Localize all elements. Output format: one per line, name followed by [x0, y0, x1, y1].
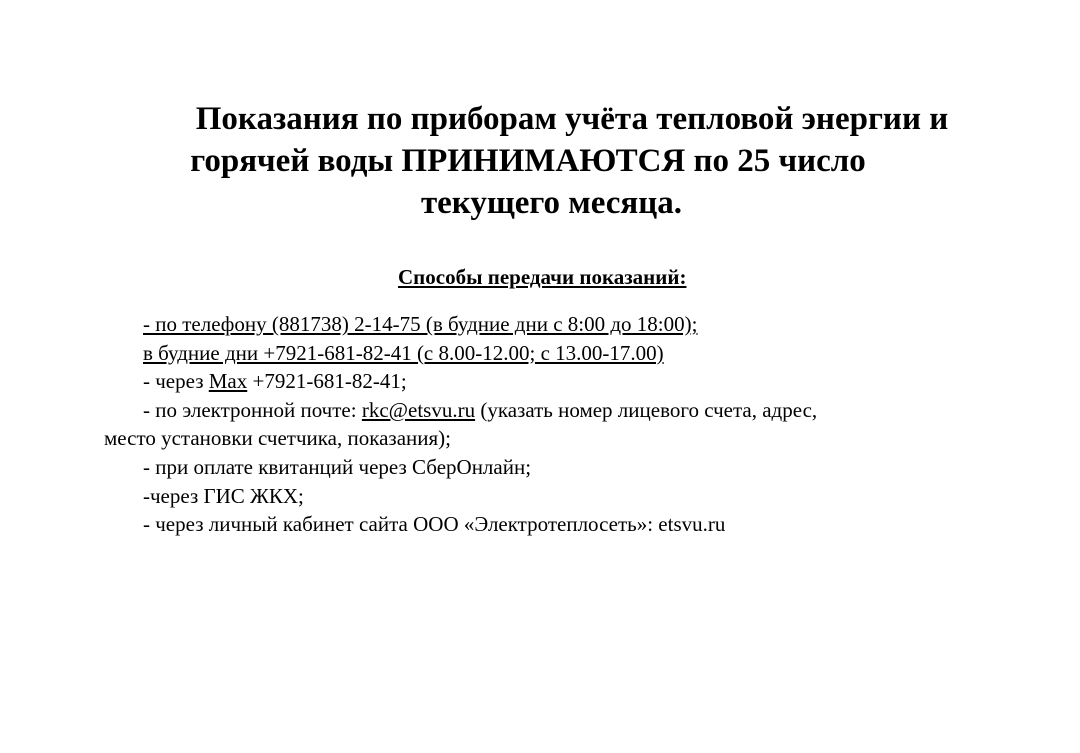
- title-line-3: текущего месяца.: [420, 185, 683, 221]
- email-instructions: (указать номер лицевого счета, адрес,: [475, 397, 818, 422]
- email-prefix: - по электронной почте:: [143, 397, 362, 422]
- max-phone: +7921-681-82-41;: [247, 369, 407, 394]
- methods-list: [104, 310, 1004, 539]
- method-phone-weekdays: в будние дни +7921-681-82-41 (с 8.00-12.00; с 13.00-17.00): [143, 340, 664, 365]
- method-email: [104, 396, 1004, 425]
- email-link[interactable]: rkc@etsvu.ru: [361, 397, 476, 422]
- method-gis-zhkh: -через ГИС ЖКХ;: [143, 483, 304, 508]
- method-email-continued: место установки счетчика, показания);: [104, 426, 452, 451]
- max-link[interactable]: Max: [208, 369, 248, 394]
- methods-heading: Способы передачи показаний:: [398, 265, 687, 289]
- method-phone: - по телефону (881738) 2-14-75 (в будние дни с 8:00 до 18:00);: [143, 312, 698, 336]
- method-sberonline: - при оплате квитанций через СберОнлайн;: [143, 454, 532, 479]
- title-line-1: Показания по приборам учёта тепловой энергии и: [195, 101, 949, 137]
- max-prefix: - через: [143, 369, 209, 394]
- method-website: - через личный кабинет сайта ООО «Электротеплосеть»: etsvu.ru: [143, 512, 726, 537]
- announcement-title: [0, 98, 1080, 224]
- title-line-2: горячей воды ПРИНИМАЮТСЯ по 25 число: [190, 143, 866, 179]
- method-max: [104, 367, 1004, 396]
